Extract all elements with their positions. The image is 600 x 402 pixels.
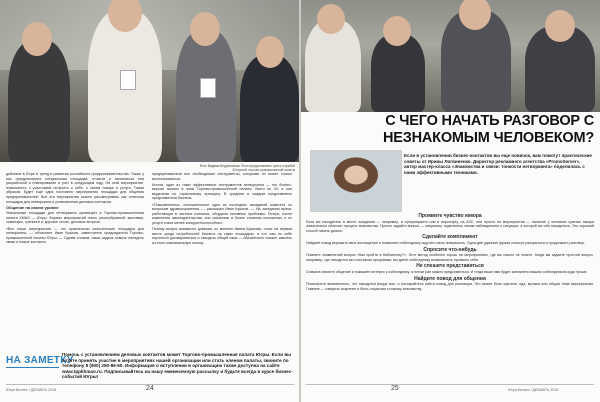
- note-divider: [6, 367, 59, 368]
- event-photo-left: [0, 0, 299, 162]
- section-heading: Не спешите представиться: [416, 263, 484, 270]
- paragraph: Посмотрите внимательно, что находится вокруг вас, и постарайтесь найти повод для разговора. Это может быть картина, еда, музыка или общая тема мероприятия. Главное — говорить искренне и быть открытым к новому знакомству.: [306, 282, 594, 291]
- paragraph: Уникальные площадки для нетворкинга организует и Торгово-промышленная палата ХМАО — Югры. Формат мероприятий очень разнообразный: выставки, семинары, тренинги и, круглые столы, деловые встречи.: [6, 211, 144, 225]
- paragraph: действие в Югре в тренд в развитии российского предпринимательства. Также у нас предусмотрена специальная площадка, отчасти и заниматься тем разработкой и планирование и учет в следующем году. На этой мероприятие, знакомьтесь с участников получить о себе, о своем товаре и услуге. Таким образом, будет еще одна постоянно мероприятия площадка для общения предпринимателей. Все эти мероприятия можно рассматривать как отличная площадка для нетворкинга и установления деловых контактов.: [6, 172, 144, 204]
- note-label: НА ЗАМЕТКУ: [6, 355, 74, 366]
- section-heading: Найдите повод для общения: [414, 275, 486, 282]
- paragraph: предприниматели все необходимые инструменты, которыми он может только воспользоваться.: [152, 172, 292, 181]
- note-text: Помочь с установлением деловых контактов может Торгово-промышленная палата Югры. Если вы хотите принять участие в мероприятиях нашей организации или стать членом палаты, звоните по телефону 8 (800) 250-86-60. Информация о вступлении в организацию также доступна на сайте www.tppkhmao.ru. Подписывайтесь на нашу ежемесячную рассылку и будьте всегда в курсе бизнес-событий Югры!: [62, 352, 293, 380]
- paragraph: Кстати, один из таких эффективных инструментов нетворкинга — это бизнес-миссии палаты в зоны Торгово-промышленной палаты. Всего их 39, и они выделены по отраслевому принципу. В среднем в каждом представлены представители бизнеса.: [152, 182, 292, 201]
- paragraph: Если вы находитесь в месте ожидания — например, в супермаркете или в аэропорту, на АЗС, или просто на мероприятии — наличие у человека чувство юмора значительно облегчит процесс знакомства. Просто задайте вопрос — например: поделитесь своим наблюдением о ситуации, в которой вы оба находитесь. Это хороший способ начать диалог.: [306, 219, 594, 233]
- footer-left: Югра Бизнес / ДЕКАБРЬ 2018: [6, 388, 57, 392]
- paragraph: Потому вопрос взаимного доверия, по мнению Ивана Кушнова, стоит на первом месте среди потребностей бизнеса на таких площадках, и кто сам по себе научиться договариваться и находить общий язык — обязательно сможет извлечь из этого максимальную пользу.: [152, 227, 292, 245]
- article-column-left-2: [152, 172, 292, 247]
- paragraph: «Все наши мероприятия — это практически классические площадки для нетворкинга, — объясняет Иван Кушнов, заместитель председателя Торгово-промышленной палаты Югры. — Одним словом, наша задача помочь наладить связи и новые контакты.: [6, 226, 144, 245]
- author-portrait: [310, 150, 402, 212]
- page-number-left: 24: [146, 385, 154, 392]
- page-number-right: 25: [391, 385, 399, 392]
- section-heading: Спросите что-нибудь: [423, 246, 477, 253]
- name-badge: [120, 70, 136, 90]
- section-heading: Сделайте комплимент: [422, 234, 478, 241]
- footer-right: Югра Бизнес / ДЕКАБРЬ 2018: [508, 388, 559, 392]
- footer-rule: [306, 384, 594, 385]
- section-heading: Общение на своем уровне: [6, 204, 59, 210]
- paragraph: Помните знаменитый вопрос «Как пройти в библиотеку?». Этот метод особенно хорош на мероприятиях, где вы никого не знаете. Когда вы задаете простой вопрос, например, где находится зал или какая программа, вы даете собеседнику возможность проявить себя.: [306, 253, 594, 262]
- article-column-right: [306, 212, 594, 293]
- article-column-left-1: [6, 172, 144, 246]
- paragraph: Найдите повод выразить свое восхищение и позвольте собеседнику ощутить свою значимость. Одна-две удачные фразы помогут раскрыться и продолжить разговор.: [306, 240, 586, 245]
- paragraph: «Показательных, положительное одно из последних заседаний комитета по вопросам здравоохранения, — рассказал Иван Кушнов. — На заседании врачи, работающие в частных клиниках, обсудили основные проблемы. Теперь, после изменения законодательства, они оказались в более сложном положении, и их услуги стали менее конкурентоспособны».: [152, 202, 292, 225]
- name-badge: [200, 78, 216, 98]
- section-heading: Проявите чувство юмора: [418, 213, 482, 219]
- photo-caption: Фото Вадима Ведерникова. Фото предоставлено пресс-службой Югорской торгово-промышленной палаты: [199, 164, 295, 172]
- event-photo-right: [301, 0, 600, 112]
- article-title: С ЧЕГО НАЧАТЬ РАЗГОВОР С НЕЗНАКОМЫМ ЧЕЛОВЕКОМ?: [383, 113, 594, 146]
- paragraph: Сначала начните общение и покажите интерес к собеседнику, а потом уже можно представиться. И тогда ваше имя будет запомнено вашим собеседником куда лучше.: [306, 269, 588, 274]
- article-lead: Если в установлении бизнес-контактов вы еще новичок, вам помогут практические советы от Ирины Логвиненко. Директор рекламного агентства «PromoServer», автор мастер-класса «Знакомства и связи: тонкости нетворкинга» поделилась с нами эффективными техниками.: [404, 153, 592, 175]
